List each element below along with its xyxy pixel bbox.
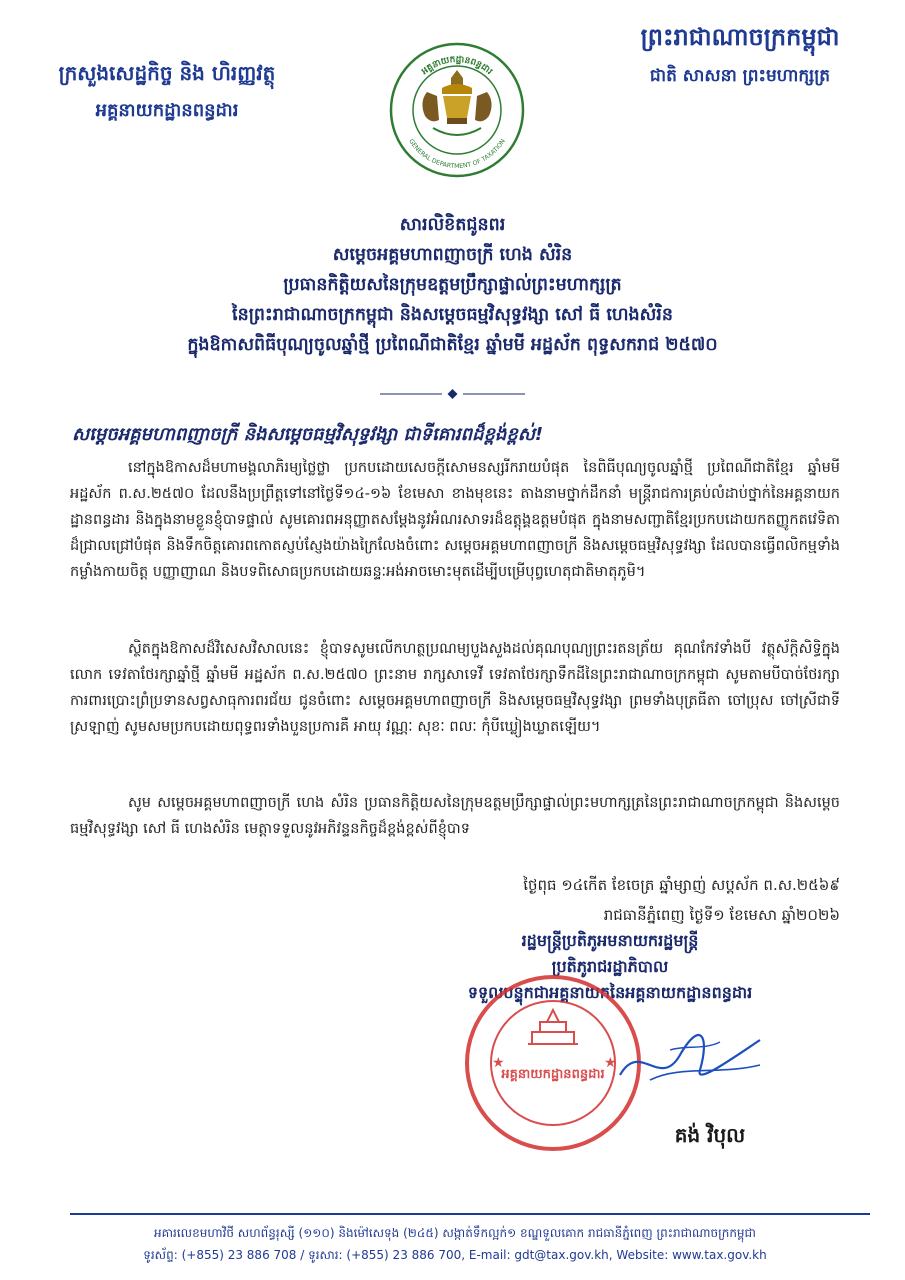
body-paragraph-1: នៅក្នុងឱកាសដ៏មហាមង្គលាភិរម្យថ្លៃថ្លា ប្រកបដោយសេចក្តីសោមនស្សរីករាយបំផុត នៃពិធីបុណ្យចូលឆ្នាំថ្មី ប្រពៃណីជាតិខ្មែរ ឆ្នាំមមី អដ្ឋស័ក ព.ស.២៥៧០ ដែលនឹងប្រព្រឹត្តទៅនៅថ្ងៃទី១៤-១៦ ខែមេសា ខាងមុខនេះ តាងនាមថ្នាក់ដឹកនាំ មន្ត្រីរាជការគ្រប់លំដាប់ថ្នាក់នៃអគ្គនាយកដ្ឋានពន្ធដារ និងក្នុងនាមខ្លួនខ្ញុំបាទផ្ទាល់ សូមគោរពអនុញ្ញាតសម្តែងនូវអំណរសាទរដ៏ឧត្តុង្គឧត្តមបំផុត ក្នុងនាមសញ្ជាតិខ្មែរប្រកបដោយកតញ្ញូកតវេទិតាដ៏ជ្រាលជ្រៅបំផុត និងទឹកចិត្តគោរពកោតស្ញប់ស្ញែងយ៉ាងក្រៃលែងចំពោះ សម្តេចអគ្គមហាពញាចក្រី និងសម្តេចធម្មវិសុទ្ធវង្សា ដែលបានធ្វើពលិកម្មទាំងកម្លាំងកាយចិត្ត បញ្ញាញាណ និងបទពិសោធប្រកបដោយឆន្ទៈអង់អាចមោះមុតដើម្បីបម្រើបុព្វហេតុជាតិមាតុភូមិ។: [70, 460, 840, 580]
title-line-1: សារលិខិតជូនពរ: [399, 215, 506, 235]
department-name: អគ្គនាយកដ្ឋានពន្ធដារ: [95, 100, 239, 121]
signatory-line-1: រដ្ឋមន្ត្រីប្រតិភូអមនាយករដ្ឋមន្ត្រី: [521, 931, 699, 950]
lunar-date: ថ្ងៃពុធ ១៤កើត ខែចេត្រ ឆ្នាំម្សាញ់ សប្តស័ក ព.ស.២៥៦៩: [523, 876, 840, 894]
stamp-star-icon: ★: [604, 1055, 617, 1071]
handwritten-signature: [610, 1020, 770, 1100]
footer: [60, 1222, 850, 1266]
seal-emblem-icon: [422, 70, 491, 135]
signatory-line-2: ប្រតិភូរាជរដ្ឋាភិបាល: [551, 957, 669, 976]
gdt-seal-logo: [387, 40, 527, 180]
footer-address: អគារលេខមហាវិថី សហព័ន្ធរុស្សី (១១០) និងម៉ៅសេទុង (២៤៥) សង្កាត់ទឹកល្អក់១ ខណ្ឌទួលគោក រាជធានីភ្នំពេញ ព្រះរាជាណាចក្រកម្ពុជា: [154, 1226, 756, 1240]
title-line-2: សម្តេចអគ្គមហាពញាចក្រី ហេង សំរិន: [332, 245, 573, 265]
ornamental-divider: [380, 388, 525, 400]
title-line-5: ក្នុងឱកាសពិធីបុណ្យចូលឆ្នាំថ្មី ប្រពៃណីជាតិខ្មែរ ឆ្នាំមមី អដ្ឋស័ក ពុទ្ធសករាជ ២៥៧០: [187, 335, 718, 355]
seal-bottom-text: GENERAL DEPARTMENT OF TAXATION: [407, 137, 507, 171]
footer-contact: ទូរស័ព្ទ: (+855) 23 886 708 / ទូរសារ: (+855) 23 886 700, E-mail: gdt@tax.gov.kh, Website: www.tax.gov.kh: [143, 1248, 767, 1262]
seal-top-text: អគ្គនាយកដ្ឋានពន្ធដារ: [419, 54, 495, 77]
ministry-header: [42, 60, 292, 125]
stamp-text: អគ្គនាយកដ្ឋានពន្ធដារ: [501, 1067, 605, 1082]
body-paragraph-3: សូម សម្តេចអគ្គមហាពញាចក្រី ហេង សំរិន ប្រធានកិត្តិយសនៃក្រុមឧត្តមប្រឹក្សាផ្ទាល់ព្រះមហាក្សត្រនៃព្រះរាជាណាចក្រកម្ពុជា និងសម្តេចធម្មវិសុទ្ធវង្សា សៅ ធី ហេងសំរិន មេត្តាទទួលនូវអភិវន្ទនកិច្ចដ៏ខ្ពង់ខ្ពស់ពីខ្ញុំបាទ: [70, 795, 840, 837]
body-paragraph-2: ស្ថិតក្នុងឱកាសដ៏វិសេសវិសាលនេះ ខ្ញុំបាទសូមលើកហត្ថប្រណម្យបួងសួងដល់គុណបុណ្យព្រះរតនត្រ័យ គុណកែវទាំងបី វត្ថុស័ក្តិសិទ្ធិក្នុងលោក ទេវតាថែរក្សាឆ្នាំថ្មី ឆ្នាំមមី អដ្ឋស័ក ព.ស.២៥៧០ ព្រះនាម រាក្សសាទេវី ទេវតាថែរក្សាទឹកដីនៃព្រះរាជាណាចក្រកម្ពុជា សូមតាមបីបាច់ថែរក្សាការពារប្រោះព្រំប្រទានសព្វសាធុការពរជ័យ ជូនចំពោះ សម្តេចអគ្គមហាពញាចក្រី និងសម្តេចធម្មវិសុទ្ធវង្សា ព្រមទាំងបុត្រធីតា ចៅប្រុស ចៅស្រីជាទីស្រឡាញ់ សូមសមប្រកបដោយពុទ្ធពរទាំងបួនប្រការគឺ អាយុ វណ្ណៈ សុខៈ ពលៈ កុំបីឃ្លៀងឃ្លាតឡើយ។: [70, 641, 840, 735]
signatory-line-3: ទទួលបន្ទុកជាអគ្គនាយកនៃអគ្គនាយកដ្ឋានពន្ធដារ: [467, 983, 753, 1002]
title-line-3: ប្រធានកិត្តិយសនៃក្រុមឧត្តមប្រឹក្សាផ្ទាល់ព្រះមហាក្សត្រ: [283, 275, 622, 295]
stamp-temple-icon: [528, 1010, 578, 1044]
signer-name: គង់ វិបុល: [674, 1123, 746, 1147]
letter-title: [60, 210, 845, 360]
national-motto: ជាតិ សាសនា ព្រះមហាក្សត្រ: [649, 66, 831, 86]
salutation: សម្តេចអគ្គមហាពញាចក្រី និងសម្តេចធម្មវិសុទ្ធវង្សា ជាទីគោរពដ៏ខ្ពង់ខ្ពស់!: [72, 424, 544, 445]
stamp-star-icon: ★: [492, 1055, 505, 1071]
solar-date: រាជធានីភ្នំពេញ ថ្ងៃទី១ ខែមេសា ឆ្នាំ២០២៦: [603, 906, 840, 924]
ministry-name: ក្រសួងសេដ្ឋកិច្ច និង ហិរញ្ញវត្ថុ: [58, 61, 276, 85]
title-line-4: នៃព្រះរាជាណាចក្រកម្ពុជា និងសម្តេចធម្មវិសុទ្ធវង្សា សៅ ធី ហេងសំរិន: [232, 305, 673, 325]
date-block: [420, 870, 840, 930]
kingdom-name: ព្រះរាជាណាចក្រកម្ពុជា: [640, 23, 840, 51]
footer-divider: [70, 1213, 870, 1215]
kingdom-motto: [615, 22, 865, 90]
